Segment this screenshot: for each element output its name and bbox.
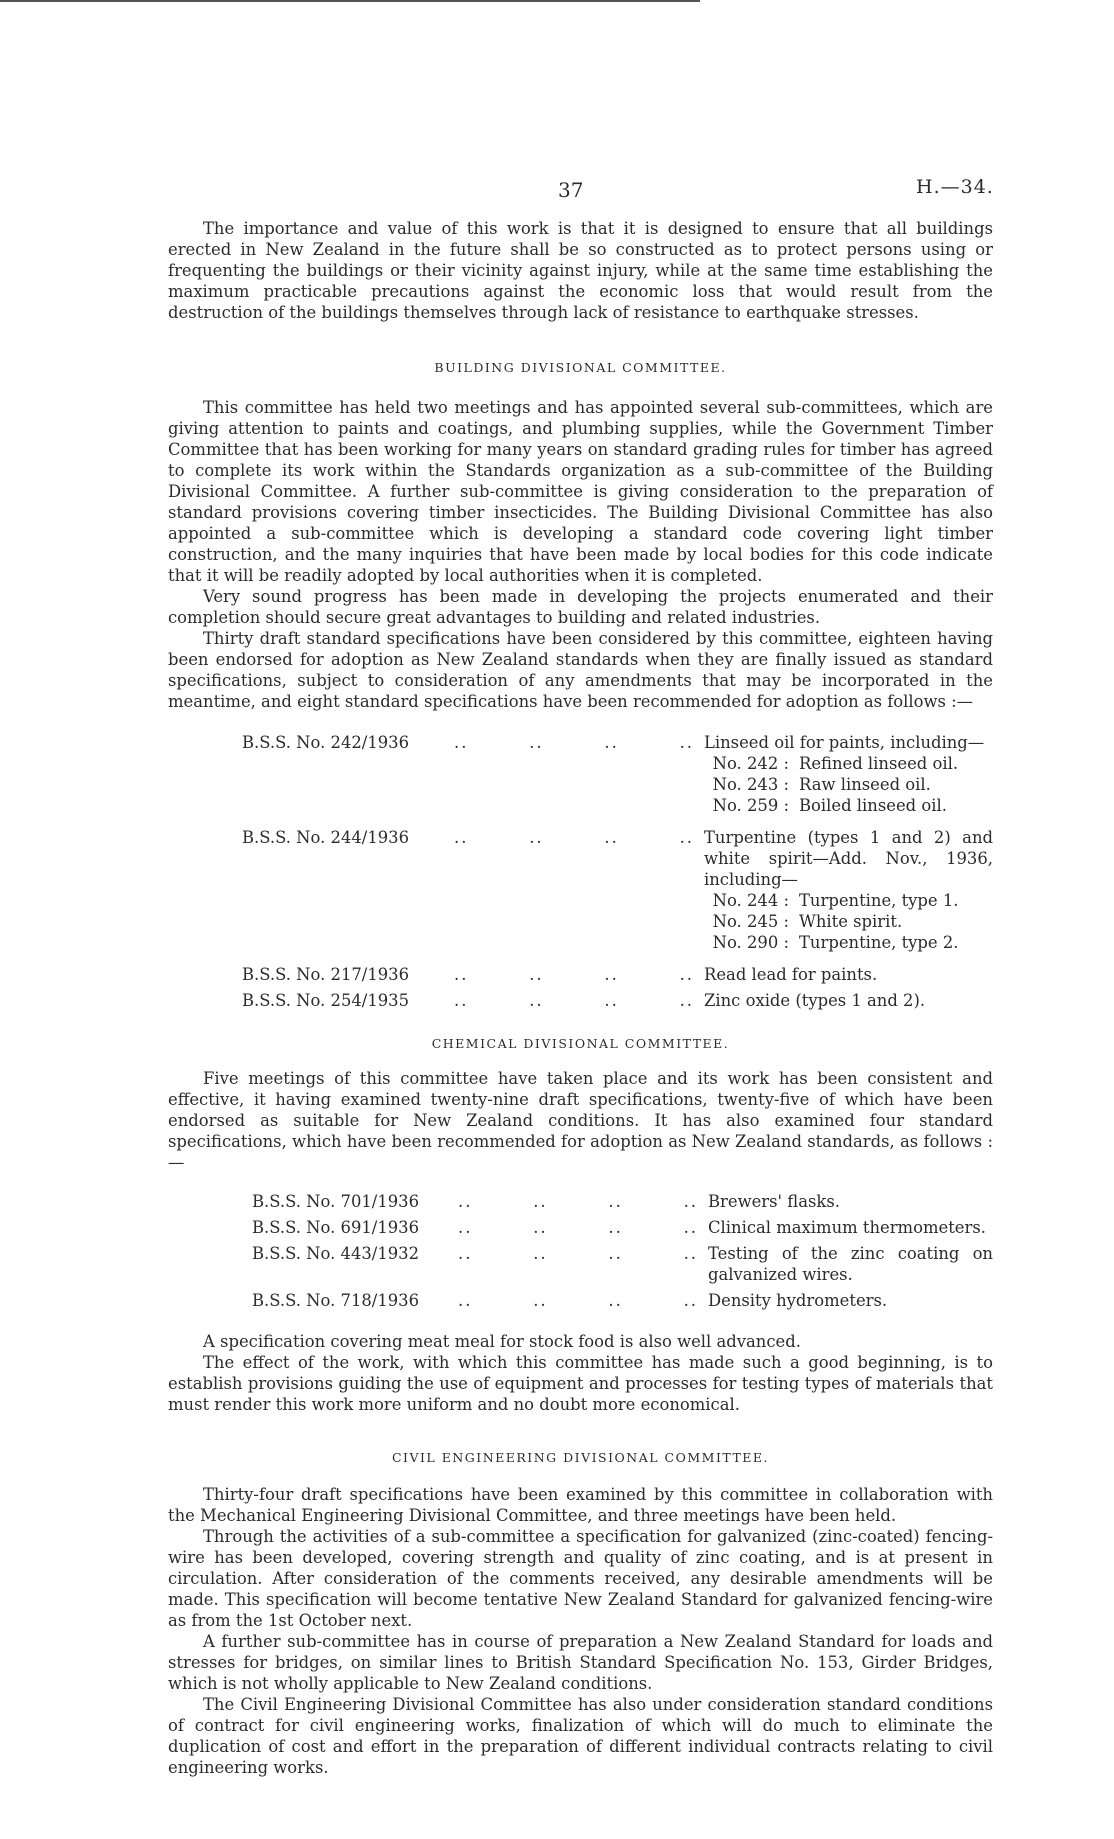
spec-desc: Clinical maximum thermometers. xyxy=(708,1218,986,1237)
page-body xyxy=(168,218,993,1778)
page-code: H.—34. xyxy=(916,176,994,198)
spec-sub-list xyxy=(704,753,993,816)
spec-ref: B.S.S. No. 242/1936 xyxy=(242,733,410,752)
building-spec-table xyxy=(168,732,993,1011)
dot-leaders: .. .. .. .. xyxy=(458,1192,698,1211)
spec-desc: Testing of the zinc coating on galvanized wires. xyxy=(708,1244,993,1284)
civil-paragraph: The Civil Engineering Divisional Committee has also under consideration standard conditions of contract for civil engineering works, finalization of which will do much to eliminate the duplication of cost and effort in the preparation of different individual contracts relating to civil engineering works. xyxy=(168,1695,993,1777)
chemical-paragraph: A specification covering meat meal for stock food is also well advanced. xyxy=(203,1332,801,1351)
spec-desc: Brewers' flasks. xyxy=(708,1192,840,1211)
spec-ref: B.S.S. No. 443/1932 xyxy=(252,1244,420,1263)
civil-paragraph: Through the activities of a sub-committee a specification for galvanized (zinc-coated) fencing-wire has been developed, covering strength and quality of zinc coating, and is at present in circulation. After consideration of the comments received, any desirable amendments will be made. This specification will become tentative New Zealand Standard for galvanized fencing-wire as from the 1st October next. xyxy=(168,1527,993,1630)
spec-sub-item: No. 290 : Turpentine, type 2. xyxy=(712,933,959,952)
spec-sub-item: No. 259 : Boiled linseed oil. xyxy=(712,796,947,815)
chemical-spec-table xyxy=(168,1191,993,1311)
spec-desc: Linseed oil for paints, including— xyxy=(704,733,985,752)
spec-desc: Density hydrometers. xyxy=(708,1291,888,1310)
dot-leaders: .. .. .. .. xyxy=(458,1291,698,1310)
building-heading: BUILDING DIVISIONAL COMMITTEE. xyxy=(434,360,727,375)
spec-row xyxy=(168,1243,993,1285)
spec-row xyxy=(168,1217,993,1238)
spec-row xyxy=(168,990,993,1011)
dot-leaders: .. .. .. .. xyxy=(458,1244,698,1263)
spec-row xyxy=(168,827,993,953)
intro-paragraph: The importance and value of this work is that it is designed to ensure that all buildings erected in New Zealand in the future shall be so constructed as to protect persons using or frequenting the buildings or their vicinity against injury, while at the same time establishing the maximum practicable precautions against the economic loss that would result from the destruction of the buildings themselves through lack of resistance to earthquake stresses. xyxy=(168,219,993,322)
spec-desc: Zinc oxide (types 1 and 2). xyxy=(704,991,926,1010)
top-rule xyxy=(0,0,700,2)
spec-ref: B.S.S. No. 217/1936 xyxy=(242,965,410,984)
spec-row xyxy=(168,964,993,985)
spec-ref: B.S.S. No. 244/1936 xyxy=(242,828,410,847)
spec-desc: Read lead for paints. xyxy=(704,965,878,984)
spec-ref: B.S.S. No. 691/1936 xyxy=(252,1218,420,1237)
spec-ref: B.S.S. No. 254/1935 xyxy=(242,991,410,1010)
civil-heading: CIVIL ENGINEERING DIVISIONAL COMMITTEE. xyxy=(391,1450,770,1465)
spec-ref: B.S.S. No. 701/1936 xyxy=(252,1192,420,1211)
spec-sub-item: No. 242 : Refined linseed oil. xyxy=(712,754,959,773)
spec-row xyxy=(168,1290,993,1311)
dot-leaders: .. .. .. .. xyxy=(454,965,694,984)
dot-leaders: .. .. .. .. xyxy=(454,828,694,847)
building-paragraph: Very sound progress has been made in developing the projects enumerated and their completion should secure great advantages to building and related industries. xyxy=(168,587,993,627)
building-paragraph: This committee has held two meetings and has appointed several sub-committees, which are giving attention to paints and coatings, and plumbing supplies, while the Government Timber Committee that has been working for many years on standard grading rules for timber has agreed to complete its work within the Standards organization as a sub-committee of the Building Divisional Committee. A further sub-committee is giving consideration to the preparation of standard provisions covering timber insecticides. The Building Divisional Committee has also appointed a sub-committee which is developing a standard code covering light timber construction, and the many inquiries that have been made by local bodies for this code indicate that it will be readily adopted by local authorities when it is completed. xyxy=(168,398,993,585)
spec-sub-item: No. 245 : White spirit. xyxy=(712,912,903,931)
dot-leaders: .. .. .. .. xyxy=(454,733,694,752)
chemical-paragraph: Five meetings of this committee have taken place and its work has been consistent and effective, it having examined twenty-nine draft specifications, twenty-five of which have been endorsed as suitable for New Zealand conditions. It has also examined four standard specifications, which have been recommended for adoption as New Zealand standards, as follows :— xyxy=(168,1069,993,1172)
dot-leaders: .. .. .. .. xyxy=(454,991,694,1010)
spec-desc: Turpentine (types 1 and 2) and white spirit—Add. Nov., 1936, including— xyxy=(704,828,993,889)
spec-ref: B.S.S. No. 718/1936 xyxy=(252,1291,420,1310)
spec-sub-list xyxy=(704,890,993,953)
civil-paragraph: A further sub-committee has in course of preparation a New Zealand Standard for loads and stresses for bridges, on similar lines to British Standard Specification No. 153, Girder Bridges, which is not wholly applicable to New Zealand conditions. xyxy=(168,1632,993,1693)
spec-sub-item: No. 243 : Raw linseed oil. xyxy=(712,775,931,794)
chemical-heading: CHEMICAL DIVISIONAL COMMITTEE. xyxy=(431,1036,730,1051)
spec-sub-item: No. 244 : Turpentine, type 1. xyxy=(712,891,959,910)
dot-leaders: .. .. .. .. xyxy=(458,1218,698,1237)
chemical-paragraph: The effect of the work, with which this committee has made such a good beginning, is to establish provisions guiding the use of equipment and processes for testing types of materials that must render this work more uniform and no doubt more economical. xyxy=(168,1353,993,1414)
spec-row xyxy=(168,1191,993,1212)
spec-row xyxy=(168,732,993,816)
page-number: 37 xyxy=(558,178,584,202)
civil-paragraph: Thirty-four draft specifications have been examined by this committee in collaboration with the Mechanical Engineering Divisional Committee, and three meetings have been held. xyxy=(168,1485,993,1525)
building-paragraph: Thirty draft standard specifications have been considered by this committee, eighteen having been endorsed for adoption as New Zealand standards when they are finally issued as standard specifications, subject to consideration of any amendments that may be incorporated in the meantime, and eight standard specifications have been recommended for adoption as follows :— xyxy=(168,629,993,711)
